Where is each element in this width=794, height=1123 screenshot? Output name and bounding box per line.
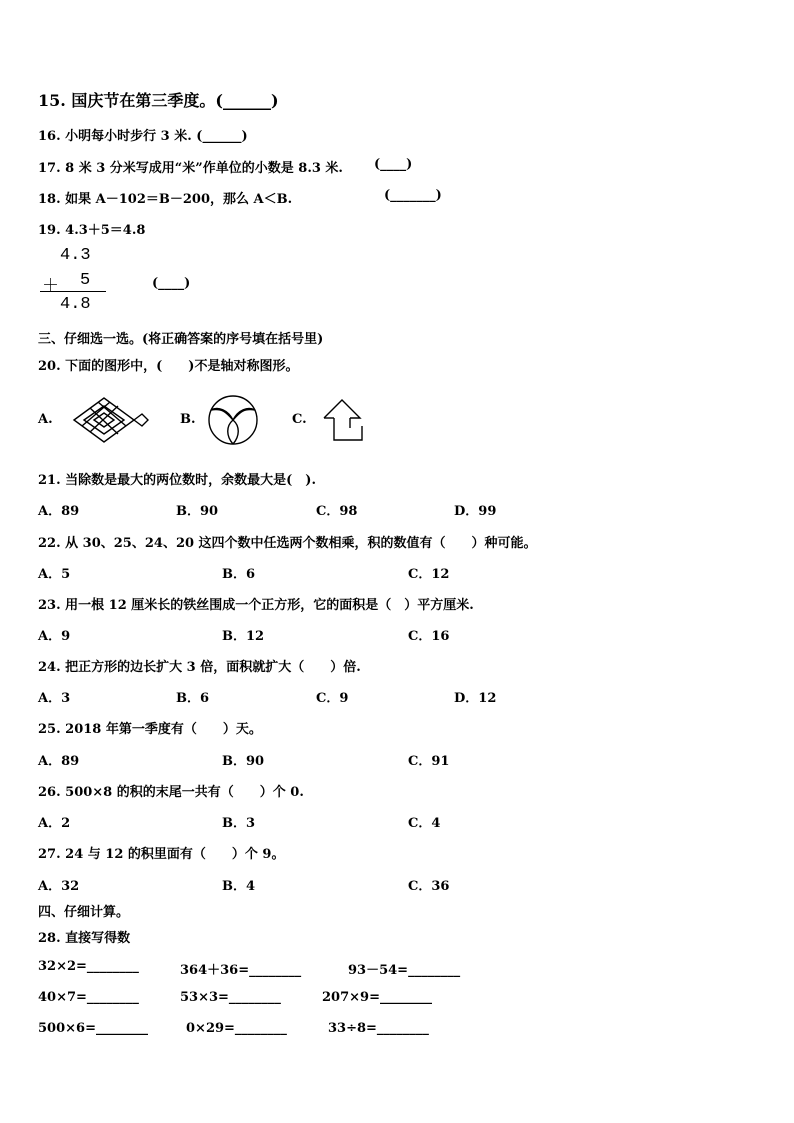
- q26-option-b: B．3: [222, 816, 256, 831]
- arrow-house-figure: [322, 398, 366, 444]
- calc-1-2: 364＋36=________: [180, 963, 302, 978]
- section-3-heading: 三、仔细选一选。(将正确答案的序号填在括号里): [38, 332, 324, 347]
- q23-option-b: B．12: [222, 629, 265, 644]
- question-19: 19. 4.3＋5＝4.8: [38, 223, 146, 238]
- question-15: 15. 国庆节在第三季度。(______): [38, 91, 279, 110]
- q25-option-c: C．91: [408, 754, 450, 769]
- calc-3-1: 500×6=________: [38, 1021, 148, 1036]
- q21-option-a: A．89: [38, 504, 80, 519]
- q20-option-c-label: C.: [292, 412, 307, 427]
- question-26: 26. 500×8 的积的末尾一共有（ ）个 0.: [38, 785, 304, 800]
- q23-option-c: C．16: [408, 629, 450, 644]
- question-18: 18. 如果 A－102＝B－200，那么 A＜B.: [38, 192, 293, 207]
- question-27: 27. 24 与 12 的积里面有（ ）个 9。: [38, 847, 285, 862]
- q21-option-b: B．90: [176, 504, 219, 519]
- q27-option-a: A．32: [38, 879, 80, 894]
- q22-option-b: B．6: [222, 567, 256, 582]
- vertical-calc-top: 4.3: [60, 246, 91, 265]
- q24-option-c: C．9: [316, 691, 349, 706]
- vertical-calc-divider: [40, 291, 106, 292]
- q25-option-b: B．90: [222, 754, 265, 769]
- q22-option-a: A．5: [38, 567, 71, 582]
- calc-2-1: 40×7=________: [38, 990, 139, 1005]
- question-21: 21. 当除数是最大的两位数时，余数最大是( ).: [38, 473, 316, 488]
- vertical-calc-second: 5: [80, 271, 91, 290]
- q27-option-b: B．4: [222, 879, 256, 894]
- q24-option-b: B．6: [176, 691, 210, 706]
- vertical-calc-result: 4.8: [60, 295, 91, 314]
- q23-option-a: A．9: [38, 629, 71, 644]
- question-19-answer-paren: (____): [152, 276, 191, 291]
- q20-option-b-label: B.: [180, 412, 196, 427]
- knot-pattern-figure: [70, 396, 150, 444]
- section-4-heading: 四、仔细计算。: [38, 905, 130, 920]
- q21-option-c: C．98: [316, 504, 358, 519]
- question-28: 28. 直接写得数: [38, 931, 131, 946]
- calc-3-3: 33÷8=________: [328, 1021, 429, 1036]
- q20-option-a-label: A.: [38, 412, 53, 427]
- question-22: 22. 从 30、25、24、20 这四个数中任选两个数相乘，积的数值有（ ）种可能。: [38, 536, 537, 551]
- question-17: 17. 8 米 3 分米写成用“米”作单位的小数是 8.3 米.: [38, 161, 343, 176]
- calc-3-2: 0×29=________: [186, 1021, 287, 1036]
- q25-option-a: A．89: [38, 754, 80, 769]
- q26-option-c: C．4: [408, 816, 441, 831]
- circle-petal-figure: [206, 394, 260, 446]
- q26-option-a: A．2: [38, 816, 71, 831]
- calc-2-3: 207×9=________: [322, 990, 432, 1005]
- question-16: 16. 小明每小时步行 3 米. (______): [38, 129, 248, 144]
- q24-option-a: A．3: [38, 691, 71, 706]
- question-18-answer-paren: (_______): [384, 188, 442, 203]
- vertical-calc-plus: ＋: [42, 278, 59, 297]
- calc-1-3: 93－54=________: [348, 963, 461, 978]
- calc-1-1: 32×2=________: [38, 959, 139, 974]
- q27-option-c: C．36: [408, 879, 450, 894]
- question-24: 24. 把正方形的边长扩大 3 倍，面积就扩大（ ）倍.: [38, 660, 361, 675]
- q22-option-c: C．12: [408, 567, 450, 582]
- question-25: 25. 2018 年第一季度有（ ）天。: [38, 722, 262, 737]
- q24-option-d: D．12: [454, 691, 497, 706]
- question-17-answer-paren: (____): [374, 157, 413, 172]
- question-23: 23. 用一根 12 厘米长的铁丝围成一个正方形，它的面积是（ ）平方厘米.: [38, 598, 474, 613]
- question-20: 20. 下面的图形中，( )不是轴对称图形。: [38, 359, 299, 374]
- calc-2-2: 53×3=________: [180, 990, 281, 1005]
- q21-option-d: D．99: [454, 504, 497, 519]
